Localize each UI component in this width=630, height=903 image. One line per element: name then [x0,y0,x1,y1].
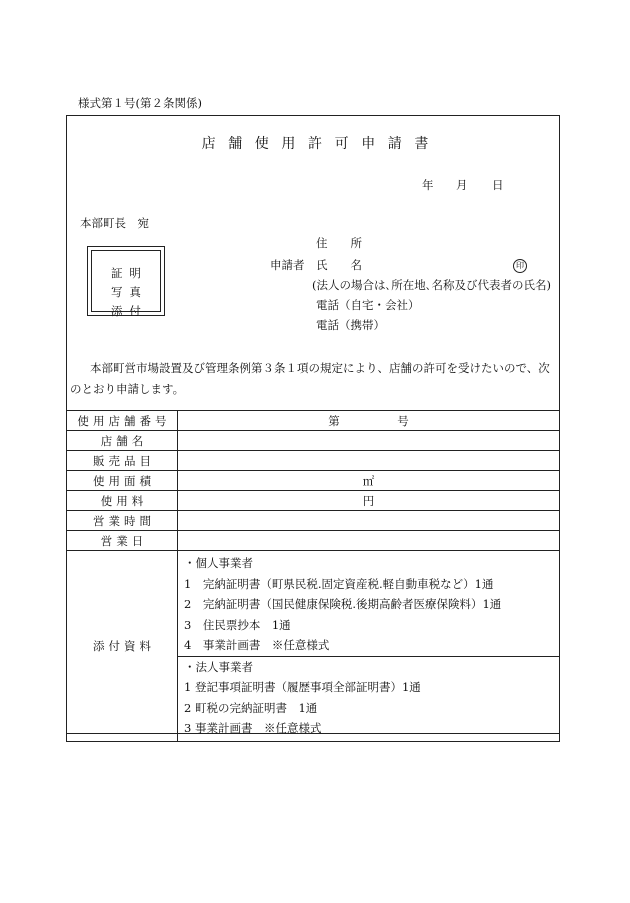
table-row [67,471,560,491]
row-value-field[interactable] [178,451,560,471]
attachments-list [178,551,560,742]
row-value-field[interactable]: ㎡ [178,471,560,491]
row-label: 営業時間 [67,511,178,531]
group-heading: ・個人事業者 [184,556,253,570]
photo-line-3: 添付 [111,304,148,318]
row-value-field[interactable]: 第 号 [178,411,560,431]
photo-line-1: 証明 [111,266,148,280]
phone-home-label: 電話（自宅・会社） [316,298,420,312]
seal-mark: 印 [513,259,527,273]
row-label: 販売品目 [67,451,178,471]
table-row [67,491,560,511]
name-label: 氏 名 [316,258,362,272]
addressee: 本部町長 宛 [80,216,149,230]
attachments-group-corporate [178,656,559,739]
attachments-row [67,551,560,742]
table-row [67,451,560,471]
row-value-field[interactable] [178,531,560,551]
applicant-label: 申請者 [270,258,305,272]
list-item: 4 事業計画書 ※任意様式 [184,638,330,652]
row-label: 店舗名 [67,431,178,451]
list-item: 3 事業計画書 ※任意様式 [184,721,322,735]
row-label: 使用料 [67,491,178,511]
table-row [67,511,560,531]
statement-line-2: のとおり申請します。 [70,382,185,396]
row-value-field[interactable] [178,431,560,451]
list-item: 1 完納証明書（町県民税.固定資産税.軽自動車税など）1通 [184,576,494,591]
list-item: 2 完納証明書（国民健康保険税.後期高齢者医療保険料）1通 [184,597,502,611]
row-value-field[interactable]: 円 [178,491,560,511]
application-table [66,410,560,742]
photo-attachment-box [87,246,165,316]
row-label: 使用面積 [67,471,178,491]
table-row [67,411,560,431]
list-item: 1 登記事項証明書（履歴事項全部証明書）1通 [184,680,421,694]
application-statement [70,358,550,400]
list-item: 3 住民票抄本 1通 [184,617,291,632]
attachments-label: 添付資料 [67,551,178,742]
group-heading: ・法人事業者 [184,659,253,674]
date-day: 日 [492,178,504,192]
corporate-note: (法人の場合は､所在地､名称及び代表者の氏名) [312,278,551,292]
statement-line-1: 本部町営市場設置及び管理条例第３条１項の規定により、店舗の許可を受けたいので、次 [90,361,550,375]
row-label: 使用店舗番号 [67,411,178,431]
phone-mobile-label: 電話（携帯） [316,318,385,332]
form-number: 様式第１号(第２条関係) [78,96,202,110]
row-label: 営業日 [67,531,178,551]
list-item: 2 町税の完納証明書 1通 [184,700,318,715]
date-year: 年 [422,178,434,192]
row-value-field[interactable] [178,511,560,531]
table-row [67,431,560,451]
date-month: 月 [456,178,468,192]
table-row [67,531,560,551]
photo-line-2: 写真 [111,285,148,299]
attachments-group-individual [184,553,553,656]
address-label: 住 所 [316,236,362,250]
form-title: 店舗使用許可申請書 [201,136,441,152]
